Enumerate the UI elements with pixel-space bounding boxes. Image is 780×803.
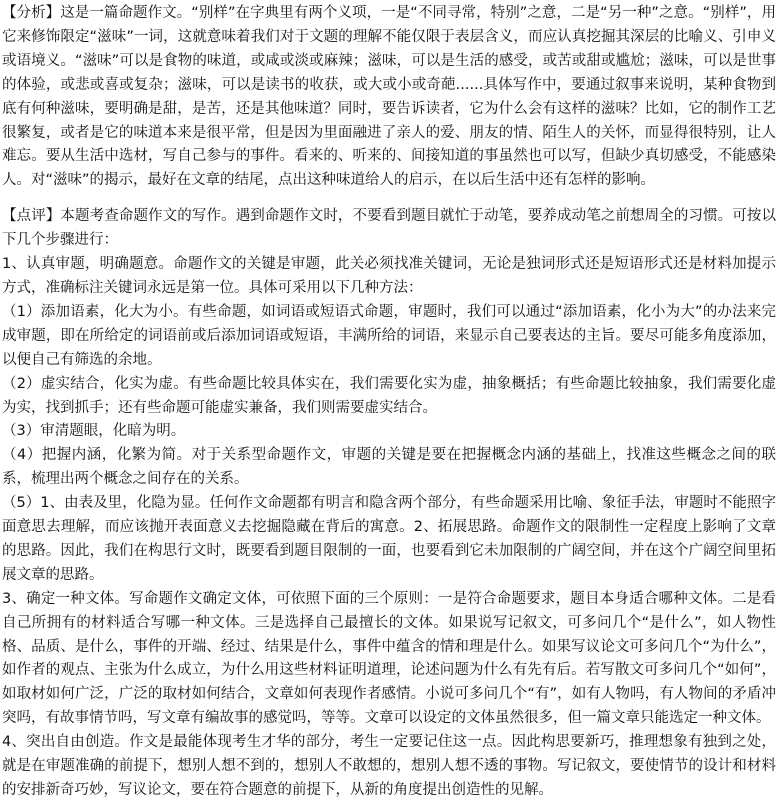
comment-section [2, 205, 776, 803]
comment-step-3-paragraph: 3、确定一种文体。写命题作文确定文体，可依照下面的三个原则：一是符合命题要求，题目本身适合哪种文体。二是看自己所拥有的材料适合写哪一种文体。三是选择自己最擅长的文体。如果说写记叙文，可多问几个“是什么”，如人物性格、品质、是什么，事件的开端、经过、结果是什么，事件中蕴含的情和理是什么。如果写议论文可多问几个“为什么”，如作者的观点、主张为什么成立，为什么用这些材料证明道理，论述问题为什么有先有后。若写散文可多问几个“如何”，如取材如何广泛，广泛的取材如何结合，文章如何表现作者感情。小说可多问几个“有”，如有人物吗，有人物间的矛盾冲突吗，有故事情节吗，写文章有编故事的感觉吗，等等。文章可以设定的文体虽然很多，但一篇文章只能选定一种文体。 [2, 590, 776, 727]
document-page [0, 2, 780, 803]
comment-method-4-paragraph: （4）把握内涵，化繁为简。对于关系型命题作文，审题的关键是要在把握概念内涵的基础上，找准这些概念之间的联系，梳理出两个概念之间存在的关系。 [2, 447, 776, 488]
comment-method-3-paragraph: （3）审清题眼，化暗为明。 [2, 423, 186, 440]
comment-intro-paragraph: 【点评】本题考查命题作文的写作。遇到命题作文时，不要看到题目就忙于动笔，要养成动笔之前想周全的习惯。可按以下几个步骤进行： [2, 208, 776, 249]
analysis-paragraph: 【分析】这是一篇命题作文。“别样”在字典里有两个义项，一是“不同寻常，特别”之意，二是“另一种”之意。“别样”，用它来修饰限定“滋味”一词，这就意味着我们对于文题的理解不能仅限于表层含义，而应认真挖掘其深层的比喻义、引申义或语境义。“滋味”可以是食物的味道，或咸或淡或麻辣；滋味，可以是生活的感受，或苦或甜或尴尬；滋味，可以是世事的体验，或悲或喜或复杂；滋味，可以是读书的收获，或大或小或奇葩......具体写作中，要通过叙事来说明，某种食物到底有何种滋味，要明确是甜，是苦，还是其他味道？同时，要告诉读者，它为什么会有这样的滋味？比如，它的制作工艺很繁复，或者是它的味道本来是很平常，但是因为里面融进了亲人的爱、朋友的情、陌生人的关怀，而显得很特别，让人难忘。要从生活中选材，写自己参与的事件。看来的、听来的、间接知道的事虽然也可以写，但缺少真切感受，不能感染人。对“滋味”的揭示，最好在文章的结尾，点出这种味道给人的启示，在以后生活中还有怎样的影响。 [2, 5, 776, 189]
comment-method-5-paragraph: （5）1、由表及里，化隐为显。任何作文命题都有明言和隐含两个部分，有些命题采用比喻、象征手法，审题时不能照字面意思去理解，而应该抛开表面意义去挖掘隐藏在背后的寓意。2、拓展思路。命题作文的限制性一定程度上影响了文章的思路。因此，我们在构思行文时，既要看到题目限制的一面，也要看到它未加限制的广阔空间，并在这个广阔空间里拓展文章的思路。 [2, 495, 776, 583]
comment-method-1-paragraph: （1）添加语素，化大为小。有些命题，如词语或短语式命题，审题时，我们可以通过“添加语素，化小为大”的办法来完成审题，即在所给定的词语前或后添加词语或短语，丰满所给的词语，来显示自己要表达的主旨。要尽可能多角度添加，以便自己有筛选的余地。 [2, 303, 776, 368]
comment-step-1-paragraph: 1、认真审题，明确题意。命题作文的关键是审题，此关必须找准关键词，无论是独词形式还是短语形式还是材料加提示方式，准确标注关键词永远是第一位。具体可采用以下几种方法： [2, 256, 776, 296]
comment-method-2-paragraph: （2）虚实结合，化实为虚。有些命题比较具体实在，我们需要化实为虚，抽象概括；有些命题比较抽象，我们需要化虚为实，找到抓手；还有些命题可能虚实兼备，我们则需要虚实结合。 [2, 375, 776, 416]
analysis-section [2, 2, 776, 193]
comment-step-4-paragraph: 4、突出自由创造。作文是最能体现考生才华的部分，考生一定要记住这一点。因此构思要新巧，推理想象有独到之处，就是在审题准确的前提下，想别人想不到的，想别人不敢想的，想别人想不透的事物。写记叙文，要使情节的设计和材料的安排新奇巧妙，写议论文，要在符合题意的前提下，从新的角度提出创造性的见解。 [2, 734, 776, 798]
